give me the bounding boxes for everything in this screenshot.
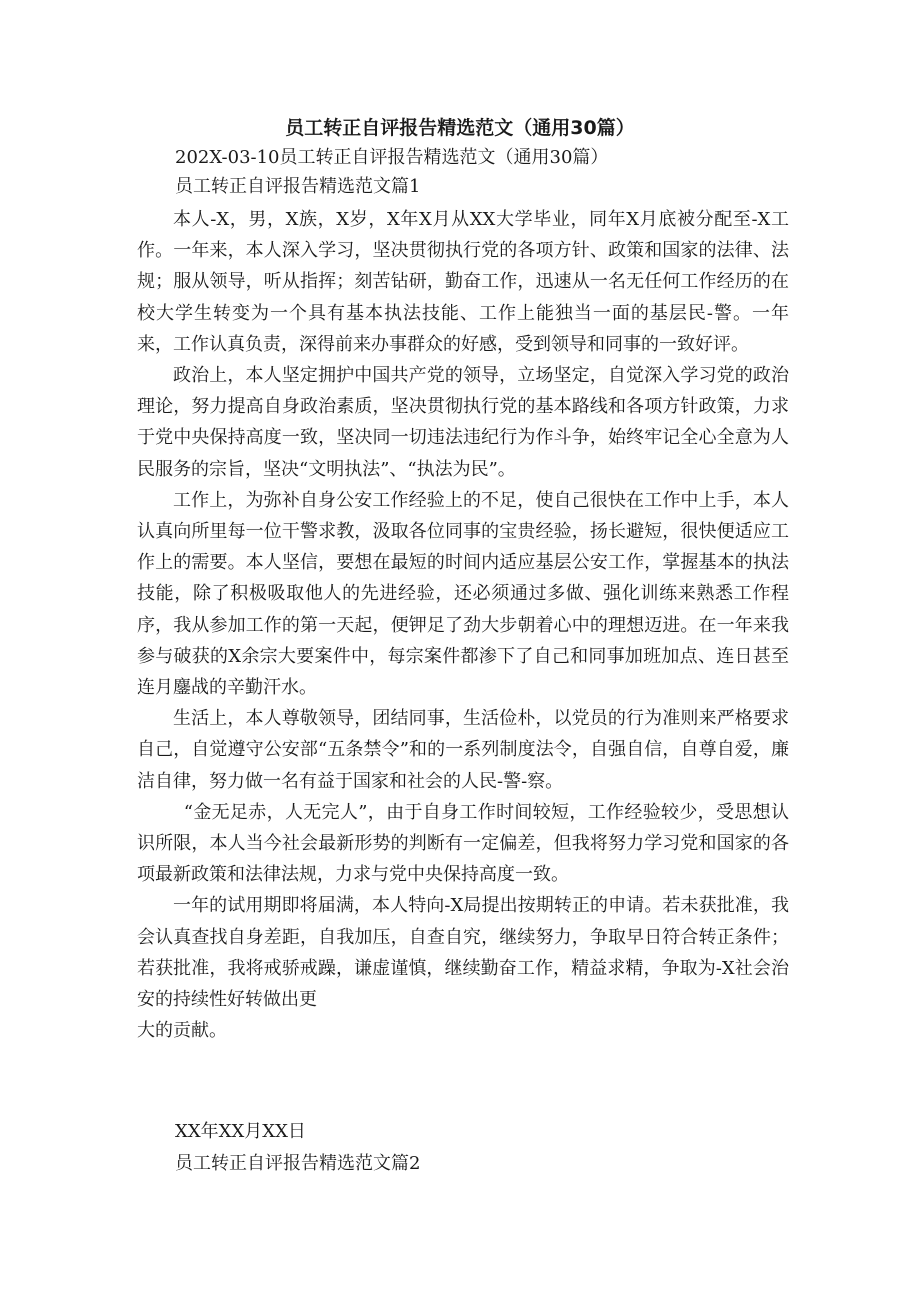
paragraph: 本人-X，男，X族，X岁，X年X月从XX大学毕业，同年X月底被分配至-X工作。一年来，本人深入学习，坚决贯彻执行党的各项方针、政策和国家的法律、法规；服从领导，听从指挥；刻苦钻研，勤奋工作，迅速从一名无任何工作经历的在校大学生转变为一个具有基本执法技能、工作上能独当一面的基层民-警。一年来，工作认真负责，深得前来办事群众的好感，受到领导和同事的一致好评。 <box>137 209 789 355</box>
section-heading-1: 员工转正自评报告精选范文篇1 <box>175 176 421 197</box>
document-title: 员工转正自评报告精选范文（通用30篇） <box>285 117 635 139</box>
document-meta-line: 202X-03-10员工转正自评报告精选范文（通用30篇） <box>175 147 609 168</box>
paragraph: 工作上，为弥补自身公安工作经验上的不足，使自己很快在工作中上手，本人认真向所里每一位干警求教，汲取各位同事的宝贵经验，扬长避短，很快便适应工作上的需要。本人坚信，要想在最短的时间内适应基层公安工作，掌握基本的执法技能，除了积极吸取他人的先进经验，还必须通过多做、强化训练来熟悉工作程序，我从参加工作的第一天起，便钾足了劲大步朝着心中的理想迈进。在一年来我参与破获的X余宗大要案件中，每宗案件都渗下了自己和同事加班加点、连日甚至连月鏖战的辛勤汗水。 <box>137 489 789 699</box>
document-date: XX年XX月XX日 <box>175 1121 306 1142</box>
section-heading-2: 员工转正自评报告精选范文篇2 <box>175 1153 421 1174</box>
paragraph: 政治上，本人坚定拥护中国共产党的领导，立场坚定，自觉深入学习党的政治理论，努力提高自身政治素质，坚决贯彻执行党的基本路线和各项方针政策，力求于党中央保持高度一致，坚决同一切违法违纪行为作斗争，始终牢记全心全意为人民服务的宗旨，坚决“文明执法”、“执法为民”。 <box>137 365 789 480</box>
paragraph: “金无足赤，人无完人”，由于自身工作时间较短，工作经验较少，受思想认识所限，本人当今社会最新形势的判断有一定偏差，但我将努力学习党和国家的各项最新政策和法律法规，力求与党中央保持高度一致。 <box>137 801 789 886</box>
paragraph: 一年的试用期即将届满，本人特向-X局提出按期转正的申请。若未获批准，我会认真查找自身差距，自我加压，自查自究，继续努力，争取早日符合转正条件；若获批准，我将戒骄戒躁，谦虚谨慎，继续勤奋工作，精益求精，争取为-X社会治安的持续性好转做出更 <box>137 895 789 1011</box>
paragraph: 生活上，本人尊敬领导，团结同事，生活俭朴，以党员的行为准则来严格要求自己，自觉遵守公安部“五条禁令”和的一系列制度法令，自强自信，自尊自爱，廉洁自律，努力做一名有益于国家和社会的人民-警-察。 <box>137 708 789 792</box>
paragraph: 大的贡献。 <box>137 1020 227 1042</box>
section-1-body <box>137 204 789 1046</box>
